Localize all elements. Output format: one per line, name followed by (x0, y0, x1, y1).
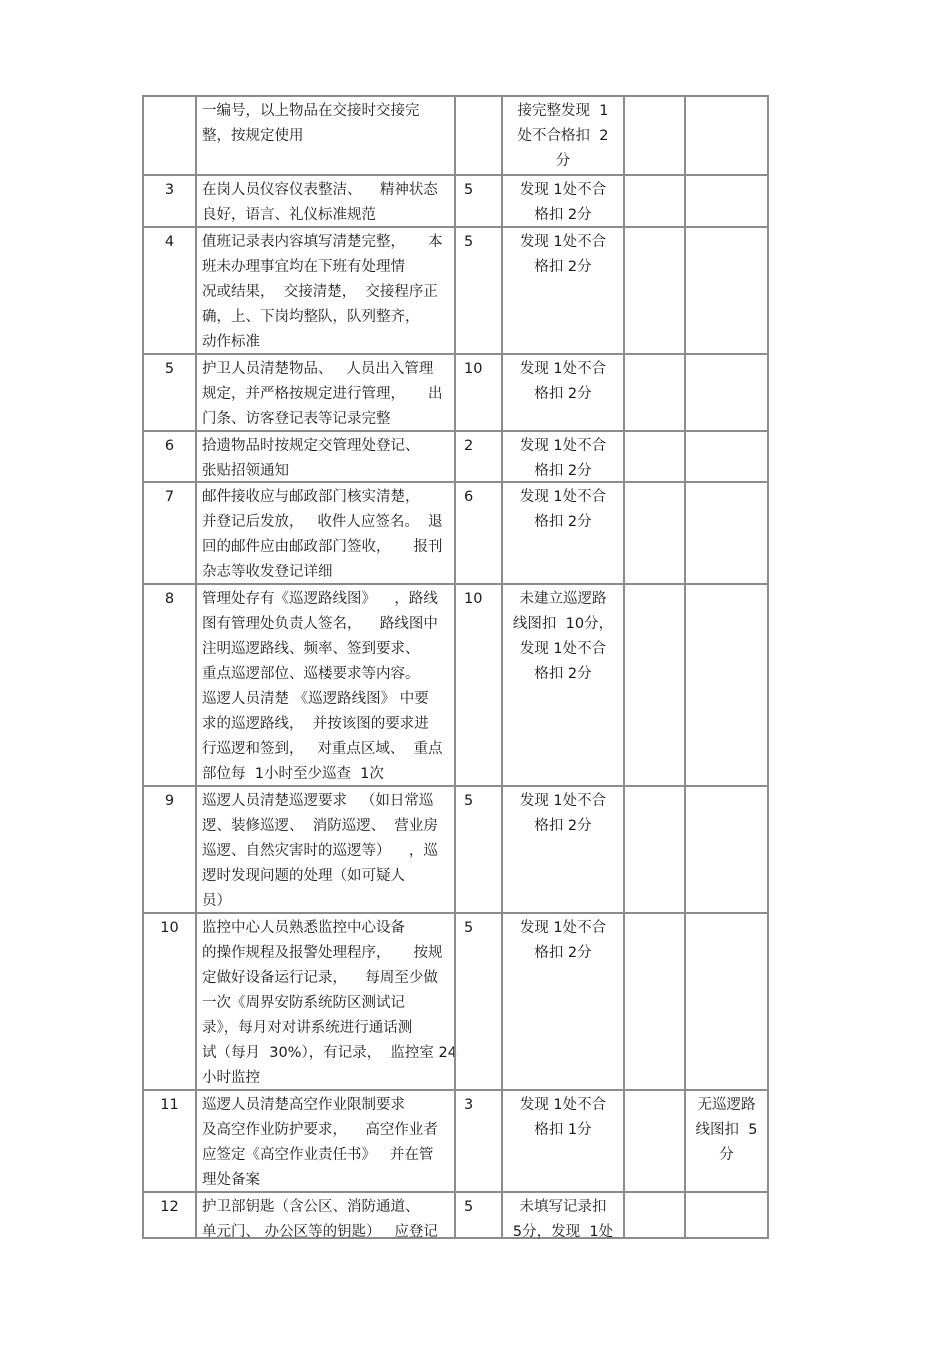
result-cell (623, 914, 684, 1089)
requirement-text: 巡逻人员清楚高空作业限制要求 及高空作业防护要求， 高空作业者 应签定《高空作业责任书》 并在管 理处备案 (195, 1091, 454, 1191)
requirement-text: 在岗人员仪容仪表整洁、 精神状态 良好，语言、礼仪标准规范 (195, 176, 454, 226)
result-cell (623, 228, 684, 353)
note-cell (684, 1193, 769, 1237)
requirement-text: 监控中心人员熟悉监控中心设备 的操作规程及报警处理程序， 按规 定做好设备运行记录， 每周至少做 一次《周界安防系统防区测试记 录》，每月对对讲系统进行通话测 试（每月 30%），有记录， 监控室 24 小时监控 (195, 914, 454, 1089)
deduction-standard: 发现 1处不合 格扣 2分 (501, 176, 623, 226)
deduction-standard: 发现 1处不合 格扣 2分 (501, 914, 623, 1089)
requirement-text: 值班记录表内容填写清楚完整， 本 班未办理事宜均在下班有处理情 况或结果， 交接清楚， 交接程序正 确，上、下岗均整队，队列整齐， 动作标准 (195, 228, 454, 353)
table-row (142, 583, 769, 785)
score-value: 5 (454, 1193, 501, 1237)
note-cell (684, 176, 769, 226)
deduction-standard: 发现 1处不合 格扣 2分 (501, 355, 623, 430)
row-number (142, 97, 195, 174)
result-cell (623, 355, 684, 430)
requirement-text: 护卫部钥匙（含公区、消防通道、 单元门、 办公区等的钥匙） 应登记 (195, 1193, 454, 1237)
result-cell (623, 585, 684, 785)
requirement-text: 巡逻人员清楚巡逻要求 （如日常巡 逻、装修巡逻、 消防巡逻、 营业房 巡逻、自然灾害时的巡逻等） ，巡 逻时发现问题的处理（如可疑人 员） (195, 787, 454, 912)
table-row (142, 430, 769, 481)
score-value: 10 (454, 355, 501, 430)
result-cell (623, 787, 684, 912)
score-value: 6 (454, 483, 501, 583)
result-cell (623, 1091, 684, 1191)
row-number: 7 (142, 483, 195, 583)
note-cell (684, 787, 769, 912)
table-row (142, 226, 769, 353)
note-cell (684, 228, 769, 353)
score-value: 5 (454, 787, 501, 912)
score-value: 3 (454, 1091, 501, 1191)
result-cell (623, 483, 684, 583)
note-cell (684, 355, 769, 430)
deduction-standard: 发现 1处不合 格扣 2分 (501, 483, 623, 583)
table-row (142, 1191, 769, 1239)
note-cell (684, 97, 769, 174)
note-cell (684, 483, 769, 583)
deduction-standard: 发现 1处不合 格扣 2分 (501, 228, 623, 353)
table-row (142, 481, 769, 583)
score-value: 2 (454, 432, 501, 481)
deduction-standard: 接完整发现 1 处不合格扣 2 分 (501, 97, 623, 174)
requirement-text: 拾遗物品时按规定交管理处登记、 张贴招领通知 (195, 432, 454, 481)
table-row (142, 353, 769, 430)
score-value (454, 97, 501, 174)
requirement-text: 邮件接收应与邮政部门核实清楚， 并登记后发放， 收件人应签名。 退 回的邮件应由邮政部门签收， 报刊 杂志等收发登记详细 (195, 483, 454, 583)
result-cell (623, 1193, 684, 1237)
table-row (142, 95, 769, 174)
row-number: 9 (142, 787, 195, 912)
note-cell (684, 914, 769, 1089)
score-value: 5 (454, 914, 501, 1089)
deduction-standard: 未建立巡逻路 线图扣 10分， 发现 1处不合 格扣 2分 (501, 585, 623, 785)
requirement-text: 管理处存有《巡逻路线图》 ，路线 图有管理处负责人签名， 路线图中 注明巡逻路线、频率、签到要求、 重点巡逻部位、巡楼要求等内容。 巡逻人员清楚 《巡逻路线图》 中要 求的巡逻路线， 并按该图的要求进 行巡逻和签到， 对重点区域、 重点 部位每 1小时至少巡查 1次 (195, 585, 454, 785)
result-cell (623, 432, 684, 481)
result-cell (623, 176, 684, 226)
deduction-standard: 发现 1处不合 格扣 2分 (501, 432, 623, 481)
note-cell (684, 432, 769, 481)
note-cell: 无巡逻路 线图扣 5 分 (684, 1091, 769, 1191)
row-number: 12 (142, 1193, 195, 1237)
deduction-standard: 发现 1处不合 格扣 1分 (501, 1091, 623, 1191)
note-cell (684, 585, 769, 785)
row-number: 4 (142, 228, 195, 353)
requirement-text: 护卫人员清楚物品、 人员出入管理 规定，并严格按规定进行管理， 出 门条、访客登记表等记录完整 (195, 355, 454, 430)
row-number: 6 (142, 432, 195, 481)
result-cell (623, 97, 684, 174)
row-number: 8 (142, 585, 195, 785)
table-row (142, 1089, 769, 1191)
deduction-standard: 未填写记录扣 5分，发现 1处 (501, 1193, 623, 1237)
score-value: 5 (454, 176, 501, 226)
table-row (142, 174, 769, 226)
requirement-text: 一编号，以上物品在交接时交接完 整，按规定使用 (195, 97, 454, 174)
row-number: 10 (142, 914, 195, 1089)
table-row (142, 785, 769, 912)
score-value: 5 (454, 228, 501, 353)
table-row (142, 912, 769, 1089)
row-number: 3 (142, 176, 195, 226)
row-number: 11 (142, 1091, 195, 1191)
row-number: 5 (142, 355, 195, 430)
deduction-standard: 发现 1处不合 格扣 2分 (501, 787, 623, 912)
score-value: 10 (454, 585, 501, 785)
